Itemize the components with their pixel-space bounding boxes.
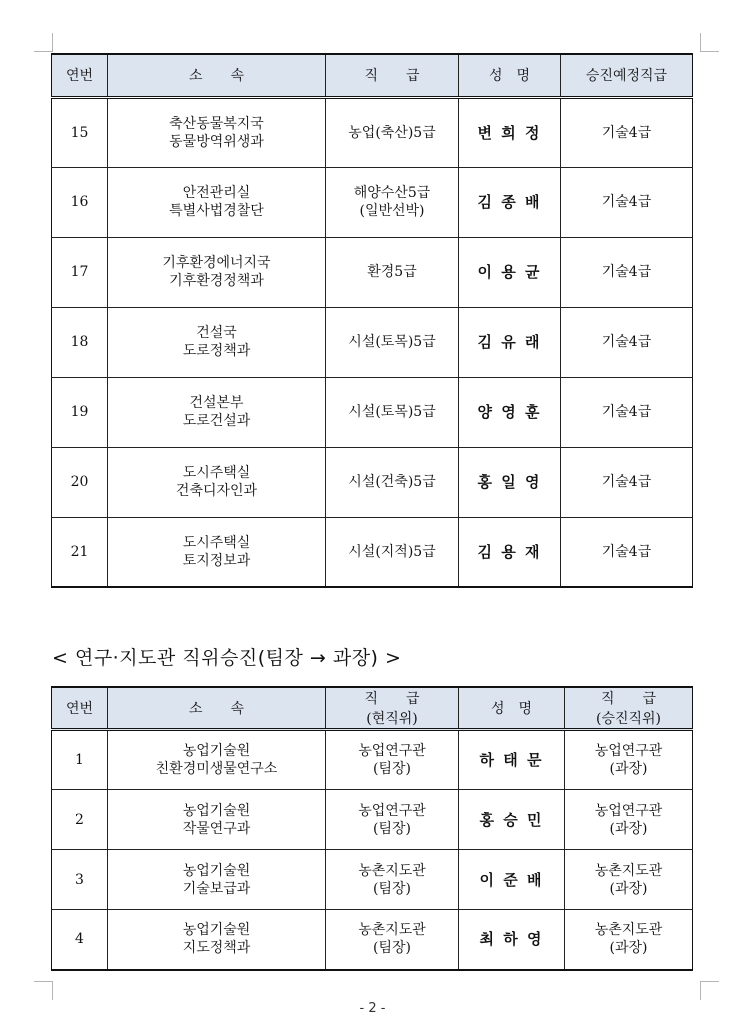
cell-dept	[108, 910, 326, 970]
cell-no: 19	[52, 377, 108, 447]
cell-no: 15	[52, 97, 108, 167]
table-row	[52, 447, 693, 517]
cell-promo-grade: 기술4급	[561, 237, 693, 307]
header-current-grade: 직 급 (현직위)	[326, 687, 459, 730]
promotion-table-technical	[51, 53, 693, 588]
cell-promo-position	[565, 730, 693, 790]
promo-line-2: (과장)	[609, 880, 648, 897]
cell-dept	[108, 790, 326, 850]
cell-dept	[108, 377, 326, 447]
dept-line-1: 기후환경에너지국	[162, 255, 271, 271]
cell-name: 홍 일 영	[459, 447, 561, 517]
cell-promo-position	[565, 850, 693, 910]
cell-no: 17	[52, 237, 108, 307]
cell-dept	[108, 237, 326, 307]
cell-promo-grade: 기술4급	[561, 307, 693, 377]
dept-line-1: 건설국	[196, 325, 237, 341]
header-no: 연번	[52, 54, 108, 97]
cell-name: 하 태 문	[459, 730, 565, 790]
crop-mark-top-right	[700, 33, 719, 52]
dept-line-2: 도로정책과	[182, 343, 251, 359]
cell-current-grade	[326, 730, 459, 790]
cell-grade	[326, 377, 459, 447]
promo-line-1: 농업연구관	[594, 802, 663, 819]
grade-line-1: 농업(축산)5급	[348, 124, 436, 141]
dept-line-2: 도로건설과	[182, 413, 251, 429]
header-name: 성 명	[459, 687, 565, 730]
promotion-table-research	[51, 686, 693, 971]
dept-line-2: 기술보급과	[182, 880, 251, 897]
dept-line-1: 건설본부	[189, 395, 244, 411]
promo-line-1: 농업연구관	[594, 743, 663, 759]
grade-line-1: 시설(토목)5급	[348, 404, 436, 420]
header-promo-position: 직 급 (승진직위)	[565, 687, 693, 730]
grade-line-1: 시설(건축)5급	[348, 474, 436, 490]
dept-line-2: 작물연구과	[182, 820, 251, 837]
cell-no: 3	[52, 850, 108, 910]
dept-line-2: 지도정책과	[182, 940, 251, 957]
grade-line-1: 농업연구관	[358, 743, 426, 759]
grade-line-1: 시설(토목)5급	[348, 334, 436, 350]
crop-mark-top-left	[34, 33, 53, 52]
promo-line-1: 농촌지도관	[594, 862, 663, 879]
page-number: - 2 -	[359, 1001, 386, 1016]
cell-grade	[326, 237, 459, 307]
cell-grade	[326, 447, 459, 517]
grade-line-1: 환경5급	[367, 264, 417, 280]
dept-line-2: 친환경미생물연구소	[155, 761, 278, 777]
cell-promo-position	[565, 790, 693, 850]
dept-line-1: 도시주택실	[182, 534, 251, 551]
cell-dept	[108, 97, 326, 167]
cell-no: 20	[52, 447, 108, 517]
dept-line-2: 토지정보과	[182, 552, 251, 569]
grade-line-1: 시설(지적)5급	[348, 543, 436, 560]
cell-dept	[108, 850, 326, 910]
header-no: 연번	[52, 687, 108, 730]
cell-promo-grade: 기술4급	[561, 167, 693, 237]
cell-name: 양 영 훈	[459, 377, 561, 447]
header-dept: 소 속	[108, 54, 326, 97]
dept-line-2: 건축디자인과	[175, 483, 258, 499]
table-row	[52, 730, 693, 790]
cell-name: 변 희 정	[459, 97, 561, 167]
header-dept: 소 속	[108, 687, 326, 730]
promo-line-2: (과장)	[609, 820, 648, 837]
cell-current-grade	[326, 790, 459, 850]
dept-line-2: 특별사법경찰단	[169, 203, 264, 219]
cell-grade	[326, 97, 459, 167]
cell-name: 김 유 래	[459, 307, 561, 377]
grade-line-2: (팀장)	[373, 940, 411, 957]
cell-promo-grade: 기술4급	[561, 377, 693, 447]
cell-current-grade	[326, 850, 459, 910]
promo-line-2: (과장)	[609, 761, 648, 777]
dept-line-1: 농업기술원	[182, 922, 251, 939]
dept-line-1: 도시주택실	[182, 465, 251, 481]
grade-line-1: 농촌지도관	[358, 862, 426, 879]
dept-line-1: 농업기술원	[182, 802, 251, 819]
cell-no: 18	[52, 307, 108, 377]
cell-no: 2	[52, 790, 108, 850]
table-row	[52, 97, 693, 167]
section-title: < 연구·지도관 직위승진(팀장 → 과장) >	[52, 647, 402, 669]
table-row	[52, 517, 693, 587]
crop-mark-bottom-right	[700, 981, 719, 1000]
table-row	[52, 850, 693, 910]
dept-line-1: 농업기술원	[182, 862, 251, 879]
cell-promo-grade: 기술4급	[561, 97, 693, 167]
grade-line-2: (일반선박)	[359, 203, 425, 219]
table-row	[52, 237, 693, 307]
promo-line-1: 농촌지도관	[594, 922, 663, 939]
table-row	[52, 167, 693, 237]
grade-line-2: (팀장)	[373, 820, 411, 837]
grade-line-1: 농업연구관	[358, 802, 426, 819]
promo-line-2: (과장)	[609, 940, 648, 957]
cell-dept	[108, 730, 326, 790]
table-header-row	[52, 687, 693, 730]
table-row	[52, 307, 693, 377]
table-header-row	[52, 54, 693, 97]
cell-promo-grade: 기술4급	[561, 517, 693, 587]
table-row	[52, 790, 693, 850]
grade-line-1: 해양수산5급	[353, 185, 431, 201]
cell-dept	[108, 167, 326, 237]
cell-name: 김 종 배	[459, 167, 561, 237]
cell-grade	[326, 307, 459, 377]
dept-line-2: 동물방역위생과	[169, 133, 264, 150]
dept-line-1: 축산동물복지국	[169, 115, 264, 132]
dept-line-2: 기후환경정책과	[169, 273, 264, 289]
cell-name: 김 용 재	[459, 517, 561, 587]
cell-no: 16	[52, 167, 108, 237]
table-row	[52, 910, 693, 970]
header-name: 성 명	[459, 54, 561, 97]
cell-current-grade	[326, 910, 459, 970]
cell-grade	[326, 167, 459, 237]
cell-name: 홍 승 민	[459, 790, 565, 850]
crop-mark-bottom-left	[34, 981, 53, 1000]
cell-no: 4	[52, 910, 108, 970]
dept-line-1: 농업기술원	[182, 743, 251, 759]
cell-promo-position	[565, 910, 693, 970]
cell-dept	[108, 307, 326, 377]
header-grade: 직 급	[326, 54, 459, 97]
cell-no: 1	[52, 730, 108, 790]
cell-name: 최 하 영	[459, 910, 565, 970]
cell-promo-grade: 기술4급	[561, 447, 693, 517]
cell-name: 이 준 배	[459, 850, 565, 910]
dept-line-1: 안전관리실	[182, 185, 251, 201]
grade-line-1: 농촌지도관	[358, 922, 426, 939]
table-row	[52, 377, 693, 447]
cell-grade	[326, 517, 459, 587]
grade-line-2: (팀장)	[373, 761, 411, 777]
header-promo-grade: 승진예정직급	[561, 54, 693, 97]
cell-name: 이 용 균	[459, 237, 561, 307]
grade-line-2: (팀장)	[373, 880, 411, 897]
cell-dept	[108, 517, 326, 587]
cell-dept	[108, 447, 326, 517]
cell-no: 21	[52, 517, 108, 587]
